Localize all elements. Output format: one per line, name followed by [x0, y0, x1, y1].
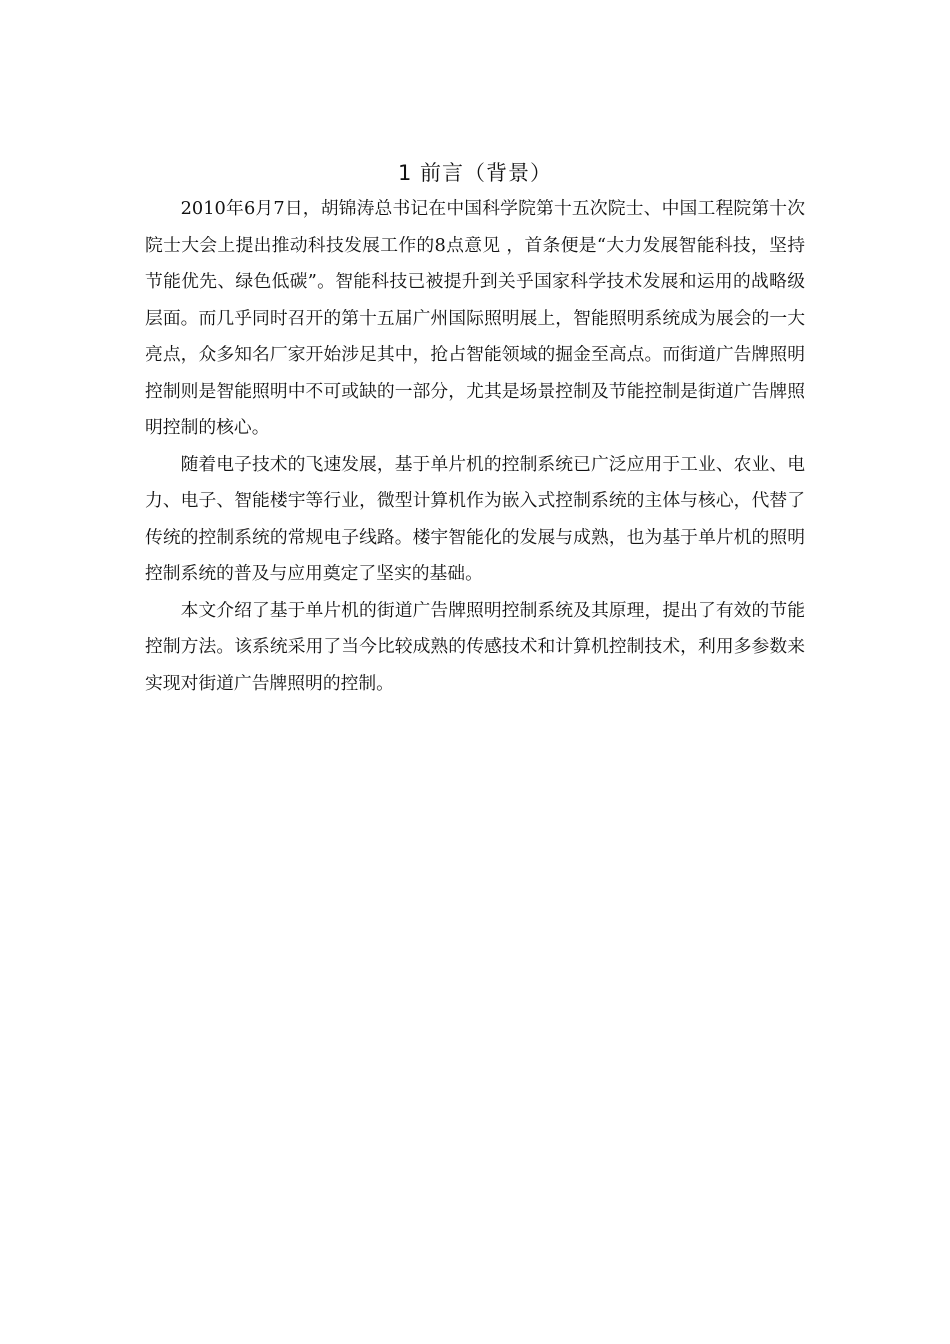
- paragraph-mcu-development: 随着电子技术的飞速发展，基于单片机的控制系统已广泛应用于工业、农业、电力、电子、智能楼宇等行业，微型计算机作为嵌入式控制系统的主体与核心，代替了传统的控制系统的常规电子线路。楼宇智能化的发展与成熟，也为基于单片机的照明控制系统的普及与应用奠定了坚实的基础。: [145, 453, 805, 584]
- paragraph-background: 2010年6月7日，胡锦涛总书记在中国科学院第十五次院士、中国工程院第十次院士大会上提出推动科技发展工作的8点意见 ，首条便是“大力发展智能科技，坚持节能优先、绿色低碳”。智能科技已被提升到关乎国家科学技术发展和运用的战略级层面。而几乎同时召开的第十五届广州国际照明展上，智能照明系统成为展会的一大亮点，众多知名厂家开始涉足其中，抢占智能领域的掘金至高点。而街道广告牌照明控制则是智能照明中不可或缺的一部分，尤其是场景控制及节能控制是街道广告牌照明控制的核心。: [145, 198, 805, 438]
- section-title: 1 前言（背景）: [397, 161, 553, 185]
- page-content: [145, 155, 805, 702]
- paragraph-paper-summary: 本文介绍了基于单片机的街道广告牌照明控制系统及其原理，提出了有效的节能控制方法。该系统采用了当今比较成熟的传感技术和计算机控制技术，利用多参数来实现对街道广告牌照明的控制。: [145, 599, 805, 694]
